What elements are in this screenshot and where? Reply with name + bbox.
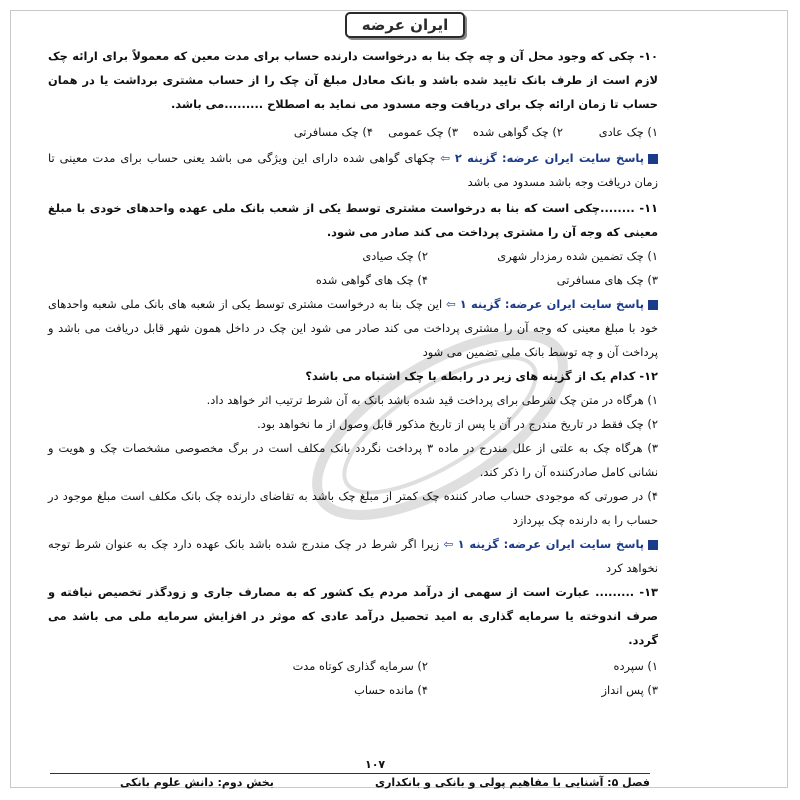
answer-12 — [48, 532, 658, 580]
answer-11-body: این چک بنا به درخواست مشتری توسط یکی از شعبه های بانک ملی شعبه واحدهای خود با مبلغ معینی که وجه آن را مشتری پرداخت می کند صادر می شود این چک در داخل همون شهر قابل دریافت می باشد و پرداخت آن و چه توسط بانک ملی تضمین می شود — [48, 297, 658, 359]
q11-option-3: ۳) چک های مسافرتی — [556, 273, 658, 287]
arrow-left-icon: ⇦ — [446, 297, 456, 311]
answer-12-head: پاسخ سایت ایران عرضه: گزینه ۱ — [457, 537, 644, 551]
document-body — [48, 44, 658, 702]
site-logo: ایران عرضه — [345, 12, 465, 38]
footer-chapter: فصل ۵: آشنایی با مفاهیم پولی و بانکی و بانکداری — [375, 776, 650, 789]
question-13-options-row2 — [48, 678, 658, 702]
checkbox-icon — [648, 154, 658, 164]
q11-option-4: ۴) چک های گواهی شده — [315, 273, 428, 287]
q10-option-2: ۲) چک گواهی شده — [472, 125, 563, 139]
question-10-options — [48, 120, 658, 144]
answer-12-body: زیرا اگر شرط در چک مندرج شده باشد بانک عهده دارد چک به عنوان شرط توجه نخواهد کرد — [48, 537, 658, 575]
q11-option-1: ۱) چک تضمین شده رمزدار شهری — [497, 249, 658, 263]
checkbox-icon — [648, 300, 658, 310]
answer-10-body: چکهای گواهی شده دارای این ویژگی می باشد یعنی حساب برای مدت معینی تا زمان دریافت وجه باشد مسدود می باشد — [48, 151, 658, 189]
q10-option-4: ۴) چک مسافرتی — [293, 125, 373, 139]
q13-option-3: ۳) پس انداز — [601, 683, 658, 697]
q12-option-3: ۳) هرگاه چک به علتی از علل مندرج در ماده ۳ پرداخت نگردد بانک مکلف است در برگ مخصوصی مشخصات چک و هویت و نشانی کامل صادرکننده آن را ذکر کند. — [48, 441, 658, 479]
question-11-options-row1 — [48, 244, 658, 268]
answer-10 — [48, 146, 658, 194]
arrow-left-icon: ⇦ — [440, 151, 450, 165]
arrow-left-icon: ⇦ — [443, 537, 454, 551]
footer-divider — [50, 773, 650, 774]
q11-option-2: ۲) چک صیادی — [362, 249, 428, 263]
question-13: ۱۳- ......... عبارت است از سهمی از درآمد مردم یک کشور که به مصارف جاری و زودگذر تخصیص نیافته و صرف اندوخته یا سرمایه گذاری به امید تحصیل درآمد عادی که موثر در افزایش سرمایه ملی می باشد می گردد. — [48, 585, 658, 647]
q13-option-2: ۲) سرمایه گذاری کوتاه مدت — [292, 659, 428, 673]
question-12: ۱۲- کدام یک از گزینه های زیر در رابطه با چک اشتباه می باشد؟ — [305, 369, 658, 383]
answer-11-head: پاسخ سایت ایران عرضه: گزینه ۱ — [459, 297, 644, 311]
q12-option-4: ۴) در صورتی که موجودی حساب صادر کننده چک کمتر از مبلغ چک باشد به تقاضای دارنده چک بانک مکلف است مبلغ موجود در حساب را به دارنده چک بپردازد — [48, 489, 658, 527]
checkbox-icon — [648, 540, 658, 550]
answer-11 — [48, 292, 658, 364]
q13-option-1: ۱) سپرده — [613, 659, 658, 673]
q12-option-1: ۱) هرگاه در متن چک شرطی برای پرداخت قید شده باشد بانک به آن شرط ترتیب اثر خواهد داد. — [206, 393, 658, 407]
question-10: ۱۰- چکی که وجود محل آن و چه چک بنا به درخواست دارنده حساب برای مدت معین که معمولاً برای ارائه چک لازم است از طرف بانک تایید شده باشد و بانک معادل مبلغ آن چک را از حساب مشتری برداشت یا در همان حساب تا زمان ارائه چک برای دریافت وجه مسدود می نماید به اصطلاح .........می باشد. — [48, 49, 658, 111]
q10-option-3: ۳) چک عمومی — [388, 125, 458, 139]
q12-option-2: ۲) چک فقط در تاریخ مندرج در آن یا پس از تاریخ مذکور قابل وصول از ما نخواهد بود. — [257, 417, 658, 431]
question-11: ۱۱- ........چکی است که بنا به درخواست مشتری توسط یکی از شعب بانک ملی عهده واحدهای خودی با مبلغ معینی که وجه آن را مشتری پرداخت می کند صادر می شود. — [48, 201, 658, 239]
footer-section: بخش دوم: دانش علوم بانکی — [120, 776, 274, 789]
q10-option-1: ۱) چک عادی — [598, 125, 658, 139]
q13-option-4: ۴) مانده حساب — [354, 683, 428, 697]
question-13-options-row1 — [48, 654, 658, 678]
question-11-options-row2 — [48, 268, 658, 292]
page-footer — [50, 776, 650, 796]
page-number: ۱۰۷ — [365, 758, 386, 771]
answer-10-head: پاسخ سایت ایران عرضه: گزینه ۲ — [454, 151, 644, 165]
